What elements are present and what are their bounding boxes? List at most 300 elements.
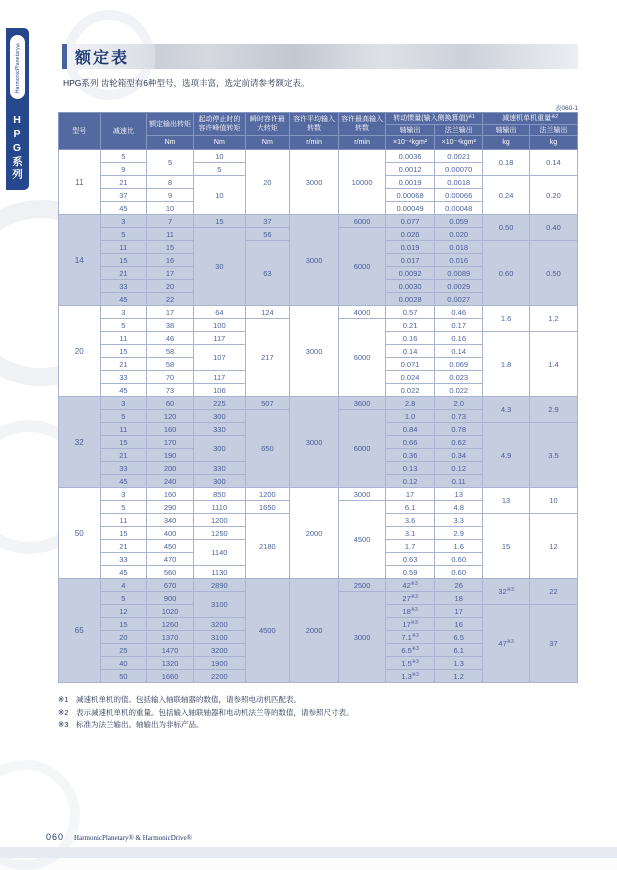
table-cell: 9 — [100, 163, 147, 176]
table-cell: 0.0029 — [435, 280, 483, 293]
table-cell: 38 — [147, 319, 194, 332]
brand-pill — [10, 35, 25, 99]
table-cell: 3600 — [339, 397, 386, 410]
table-cell: 0.50 — [483, 215, 530, 241]
table-cell: 15 — [483, 514, 530, 579]
table-cell: 0.18 — [483, 150, 530, 176]
table-row — [59, 488, 578, 501]
table-cell: 22 — [529, 579, 577, 605]
table-cell: 5 — [100, 150, 147, 163]
table-cell: 6.5$^{※3}$ — [385, 644, 434, 657]
table-cell: 0.36 — [385, 449, 434, 462]
table-cell: 0.026 — [385, 228, 434, 241]
table-cell: 6.1 — [435, 644, 483, 657]
table-cell: 3000 — [289, 215, 338, 306]
table-cell: 1.7 — [385, 540, 434, 553]
table-cell: 2200 — [193, 670, 245, 683]
series-label: HPG系列 — [11, 113, 23, 181]
table-row — [59, 215, 578, 228]
table-cell: 3.1 — [385, 527, 434, 540]
table-cell: 0.57 — [385, 306, 434, 319]
table-cell: 10000 — [339, 150, 386, 215]
footnote-mark: ※3 — [58, 720, 69, 730]
footnote-ref: ※3 — [410, 580, 418, 587]
subcol-weight-shaft: 轴输出 — [483, 125, 530, 136]
section-title — [62, 44, 155, 69]
unit-weight-shaft: kg — [483, 136, 530, 150]
table-cell: 17 — [385, 488, 434, 501]
table-cell: 0.16 — [385, 332, 434, 345]
table-cell: 3 — [100, 397, 147, 410]
table-cell: 0.0018 — [435, 176, 483, 189]
table-row — [59, 150, 578, 163]
footnote-text: 标准为法兰输出。轴输出为非标产品。 — [76, 720, 204, 730]
table-cell: 160 — [147, 423, 194, 436]
table-cell: 3 — [100, 215, 147, 228]
table-cell: 0.017 — [385, 254, 434, 267]
table-cell: 16 — [435, 618, 483, 631]
table-cell: 10 — [147, 202, 194, 215]
table-cell: 170 — [147, 436, 194, 449]
table-cell: 2.9 — [435, 527, 483, 540]
table-cell: 1140 — [193, 540, 245, 566]
table-cell: 17$^{※3}$ — [385, 618, 434, 631]
table-cell: 70 — [147, 371, 194, 384]
table-cell: 0.018 — [435, 241, 483, 254]
unit-avg-input: r/min — [289, 136, 338, 150]
table-cell: 0.019 — [385, 241, 434, 254]
table-cell: 0.024 — [385, 371, 434, 384]
table-cell: 1.6 — [483, 306, 530, 332]
footnote-ref: ※3 — [410, 606, 418, 613]
table-cell: 42$^{※3}$ — [385, 579, 434, 592]
table-cell: 73 — [147, 384, 194, 397]
table-cell: 0.62 — [435, 436, 483, 449]
table-cell: 4000 — [339, 306, 386, 319]
footnote-ref: ※3 — [506, 587, 514, 594]
table-cell: 560 — [147, 566, 194, 579]
table-cell: 6000 — [339, 319, 386, 397]
unit-inertia-shaft: ×10⁻⁴kgm² — [385, 136, 434, 150]
col-header-max-torque: 瞬时容许最大转矩 — [245, 113, 289, 136]
table-cell: 11 — [100, 423, 147, 436]
table-cell: 33 — [100, 371, 147, 384]
table-cell: 1.5$^{※3}$ — [385, 657, 434, 670]
table-cell: 6.5 — [435, 631, 483, 644]
model-cell: 14 — [59, 215, 101, 306]
table-cell: 1900 — [193, 657, 245, 670]
model-cell: 65 — [59, 579, 101, 683]
table-cell: 6.1 — [385, 501, 434, 514]
table-cell: 0.63 — [385, 553, 434, 566]
footer-brand: HarmonicPlanetary® & HarmonicDrive® — [74, 834, 192, 842]
table-row — [59, 579, 578, 592]
table-cell: 47$^{※3}$ — [483, 605, 530, 683]
table-cell: 100 — [193, 319, 245, 332]
table-cell: 0.60 — [435, 566, 483, 579]
table-cell: 16 — [147, 254, 194, 267]
subcol-inertia-shaft: 轴输出 — [385, 125, 434, 136]
table-cell: 3100 — [193, 631, 245, 644]
table-cell: 0.00049 — [385, 202, 434, 215]
table-cell: 450 — [147, 540, 194, 553]
table-cell: 11 — [147, 228, 194, 241]
table-cell: 0.16 — [435, 332, 483, 345]
footnote-ref: ※3 — [411, 632, 419, 639]
table-cell: 5 — [100, 501, 147, 514]
footnote-ref: ※2 — [551, 114, 559, 120]
table-cell: 60 — [147, 397, 194, 410]
table-cell: 3000 — [289, 397, 338, 488]
table-cell: 1.3$^{※3}$ — [385, 670, 434, 683]
page-number: 060 — [46, 832, 65, 842]
table-cell: 5 — [100, 319, 147, 332]
table-cell: 15 — [100, 618, 147, 631]
table-cell: 63 — [245, 241, 289, 306]
table-cell: 30 — [193, 228, 245, 306]
table-cell: 9 — [147, 189, 194, 202]
table-cell: 120 — [147, 410, 194, 423]
table-cell: 330 — [193, 462, 245, 475]
unit-peak-torque: Nm — [193, 136, 245, 150]
table-cell: 6000 — [339, 215, 386, 228]
series-side-tab — [6, 28, 29, 190]
table-cell: 6000 — [339, 410, 386, 488]
table-cell: 15 — [100, 254, 147, 267]
table-cell: 13 — [483, 488, 530, 514]
table-cell: 50 — [100, 670, 147, 683]
table-cell: 0.0019 — [385, 176, 434, 189]
table-cell: 470 — [147, 553, 194, 566]
table-cell: 850 — [193, 488, 245, 501]
page-footer — [0, 827, 218, 848]
table-cell: 0.40 — [529, 215, 577, 241]
table-cell: 0.00068 — [385, 189, 434, 202]
table-cell: 3 — [100, 488, 147, 501]
table-cell: 0.077 — [385, 215, 434, 228]
table-cell: 1320 — [147, 657, 194, 670]
table-cell: 0.14 — [385, 345, 434, 358]
rating-table — [58, 112, 578, 683]
footnote-ref: ※3 — [411, 645, 419, 652]
col-header-rated-torque: 额定输出转矩 — [147, 113, 194, 136]
table-cell: 225 — [193, 397, 245, 410]
table-cell: 45 — [100, 202, 147, 215]
unit-inertia-flange: ×10⁻⁴kgm² — [435, 136, 483, 150]
table-cell: 3100 — [193, 592, 245, 618]
table-row — [59, 397, 578, 410]
table-cell: 3000 — [289, 150, 338, 215]
table-cell: 1260 — [147, 618, 194, 631]
table-cell: 5 — [100, 592, 147, 605]
footnotes — [58, 695, 578, 733]
bottom-edge-strip — [0, 847, 617, 858]
table-cell: 0.11 — [435, 475, 483, 488]
table-cell: 58 — [147, 345, 194, 358]
table-cell: 1.0 — [385, 410, 434, 423]
table-cell: 2180 — [245, 514, 289, 579]
col-header-avg-input: 容许平均输入转数 — [289, 113, 338, 136]
model-cell: 32 — [59, 397, 101, 488]
table-cell: 3000 — [339, 488, 386, 501]
col-header-model: 型号 — [59, 113, 101, 150]
table-cell: 0.66 — [385, 436, 434, 449]
footnote-ref: ※3 — [411, 671, 419, 678]
table-cell: 0.0012 — [385, 163, 434, 176]
table-cell: 26 — [435, 579, 483, 592]
footnote-line — [58, 720, 578, 730]
table-cell: 0.00048 — [435, 202, 483, 215]
table-cell: 117 — [193, 371, 245, 384]
table-cell: 0.50 — [529, 241, 577, 306]
table-cell: 1200 — [193, 514, 245, 527]
table-cell: 0.071 — [385, 358, 434, 371]
table-cell: 2.8 — [385, 397, 434, 410]
table-cell: 0.0036 — [385, 150, 434, 163]
model-cell: 11 — [59, 150, 101, 215]
table-cell: 37 — [245, 215, 289, 228]
table-cell: 0.00066 — [435, 189, 483, 202]
table-number-label: 表060-1 — [554, 105, 578, 112]
table-row — [59, 306, 578, 319]
table-cell: 0.14 — [529, 150, 577, 176]
table-cell: 0.78 — [435, 423, 483, 436]
footnote-ref: ※3 — [410, 593, 418, 600]
table-cell: 0.059 — [435, 215, 483, 228]
table-cell: 11 — [100, 332, 147, 345]
table-cell: 300 — [193, 475, 245, 488]
table-cell: 33 — [100, 553, 147, 566]
table-cell: 0.0028 — [385, 293, 434, 306]
table-cell: 4.9 — [483, 423, 530, 488]
col-header-ratio: 减速比 — [100, 113, 147, 150]
col-header-inertia-group: 转动惯量(输入侧换算值)$^{※1}$ — [385, 113, 482, 125]
table-cell: 3.6 — [385, 514, 434, 527]
footnote-text: 减速机单机的值。包括输入轴联轴器的数值，请参照电动机匹配表。 — [76, 695, 301, 704]
table-cell: 45 — [100, 566, 147, 579]
table-cell: 400 — [147, 527, 194, 540]
table-cell: 0.0021 — [435, 150, 483, 163]
table-cell: 340 — [147, 514, 194, 527]
table-cell: 4500 — [245, 579, 289, 683]
table-cell: 17 — [147, 267, 194, 280]
table-cell: 240 — [147, 475, 194, 488]
table-cell: 27$^{※3}$ — [385, 592, 434, 605]
table-cell: 20 — [245, 150, 289, 215]
table-cell: 0.0089 — [435, 267, 483, 280]
table-cell: 4500 — [339, 501, 386, 579]
table-cell: 1130 — [193, 566, 245, 579]
footnote-line — [58, 708, 578, 718]
rating-table-body — [59, 150, 578, 683]
table-cell: 330 — [193, 423, 245, 436]
col-header-peak-torque: 起动停止时的容许峰值转矩 — [193, 113, 245, 136]
table-cell: 3.3 — [435, 514, 483, 527]
unit-max-torque: Nm — [245, 136, 289, 150]
table-cell: 20 — [147, 280, 194, 293]
table-cell: 45 — [100, 293, 147, 306]
table-cell: 3200 — [193, 644, 245, 657]
table-cell: 18 — [435, 592, 483, 605]
table-cell: 11 — [100, 514, 147, 527]
table-cell: 3000 — [339, 592, 386, 683]
table-cell: 0.60 — [483, 241, 530, 306]
model-cell: 50 — [59, 488, 101, 579]
table-cell: 3200 — [193, 618, 245, 631]
table-cell: 1020 — [147, 605, 194, 618]
table-cell: 190 — [147, 449, 194, 462]
table-cell: 4 — [100, 579, 147, 592]
table-cell: 7.1$^{※3}$ — [385, 631, 434, 644]
page-title: 额定表 — [75, 50, 130, 67]
table-cell: 33 — [100, 280, 147, 293]
table-cell: 1370 — [147, 631, 194, 644]
table-cell: 0.016 — [435, 254, 483, 267]
table-cell: 0.0092 — [385, 267, 434, 280]
table-cell: 0.0027 — [435, 293, 483, 306]
table-cell: 0.022 — [435, 384, 483, 397]
table-cell: 0.00070 — [435, 163, 483, 176]
table-cell: 200 — [147, 462, 194, 475]
table-cell: 1.3 — [435, 657, 483, 670]
col-header-weight-group: 减速机单机重量$^{※2}$ — [483, 113, 578, 125]
table-cell: 0.020 — [435, 228, 483, 241]
table-cell: 32$^{※3}$ — [483, 579, 530, 605]
unit-weight-flange: kg — [529, 136, 577, 150]
table-cell: 300 — [193, 436, 245, 462]
table-cell: 0.24 — [483, 176, 530, 215]
table-cell: 18$^{※3}$ — [385, 605, 434, 618]
table-cell: 1.4 — [529, 332, 577, 397]
footnote-text: 表示减速机单机的重量。包括输入轴联轴器和电动机法兰等的数值，请参照尺寸表。 — [76, 707, 354, 717]
footnote-ref: ※3 — [411, 658, 419, 665]
table-cell: 8 — [147, 176, 194, 189]
table-cell: 0.84 — [385, 423, 434, 436]
table-cell: 0.023 — [435, 371, 483, 384]
footnote-mark: ※1 — [58, 695, 69, 704]
table-cell: 45 — [100, 475, 147, 488]
table-cell: 0.069 — [435, 358, 483, 371]
table-cell: 10 — [193, 150, 245, 163]
table-cell: 13 — [435, 488, 483, 501]
table-cell: 46 — [147, 332, 194, 345]
table-cell: 6000 — [339, 228, 386, 306]
table-cell: 15 — [193, 215, 245, 228]
table-cell: 0.0030 — [385, 280, 434, 293]
table-cell: 2.0 — [435, 397, 483, 410]
table-cell: 5 — [100, 410, 147, 423]
table-header-row — [59, 113, 578, 125]
table-cell: 11 — [100, 241, 147, 254]
table-cell: 1650 — [245, 501, 289, 514]
table-cell: 650 — [245, 410, 289, 488]
table-cell: 4.3 — [483, 397, 530, 423]
footnote-ref: ※3 — [410, 619, 418, 626]
table-cell: 12 — [529, 514, 577, 579]
table-cell: 0.022 — [385, 384, 434, 397]
table-cell: 5 — [100, 228, 147, 241]
table-cell: 7 — [147, 215, 194, 228]
table-cell: 217 — [245, 319, 289, 397]
table-cell: 25 — [100, 644, 147, 657]
unit-max-input: r/min — [339, 136, 386, 150]
table-cell: 2000 — [289, 488, 338, 579]
table-cell: 670 — [147, 579, 194, 592]
table-cell: 0.73 — [435, 410, 483, 423]
table-cell: 3000 — [289, 306, 338, 397]
table-cell: 21 — [100, 176, 147, 189]
table-cell: 37 — [100, 189, 147, 202]
table-cell: 5 — [147, 150, 194, 176]
table-cell: 1470 — [147, 644, 194, 657]
table-cell: 0.60 — [435, 553, 483, 566]
table-cell: 160 — [147, 488, 194, 501]
table-cell: 64 — [193, 306, 245, 319]
table-cell: 21 — [100, 267, 147, 280]
table-cell: 0.12 — [435, 462, 483, 475]
table-cell: 0.13 — [385, 462, 434, 475]
table-cell: 1200 — [245, 488, 289, 501]
table-cell: 22 — [147, 293, 194, 306]
table-cell: 2500 — [339, 579, 386, 592]
table-cell: 900 — [147, 592, 194, 605]
page-subtitle: HPG系列 齿轮箱型有6种型号，选项丰富，选定前请参考额定表。 — [63, 78, 310, 88]
table-cell: 10 — [529, 488, 577, 514]
table-cell: 2000 — [289, 579, 338, 683]
table-cell: 290 — [147, 501, 194, 514]
table-cell: 0.21 — [385, 319, 434, 332]
table-cell: 15 — [100, 345, 147, 358]
table-cell: 5 — [193, 163, 245, 176]
table-cell: 15 — [100, 527, 147, 540]
subcol-weight-flange: 法兰输出 — [529, 125, 577, 136]
footnote-line — [58, 695, 578, 705]
table-cell: 12 — [100, 605, 147, 618]
unit-rated-torque: Nm — [147, 136, 194, 150]
table-cell: 3 — [100, 306, 147, 319]
table-cell: 107 — [193, 345, 245, 371]
table-cell: 300 — [193, 410, 245, 423]
table-cell: 3.5 — [529, 423, 577, 488]
table-cell: 106 — [193, 384, 245, 397]
table-cell: 1110 — [193, 501, 245, 514]
table-cell: 1.8 — [483, 332, 530, 397]
table-cell: 15 — [147, 241, 194, 254]
brand-pill-label: HarmonicPlanetary® — [14, 40, 21, 94]
table-cell: 21 — [100, 358, 147, 371]
table-cell: 0.46 — [435, 306, 483, 319]
table-cell: 2890 — [193, 579, 245, 592]
subcol-inertia-flange: 法兰输出 — [435, 125, 483, 136]
table-cell: 2.9 — [529, 397, 577, 423]
table-cell: 0.34 — [435, 449, 483, 462]
table-cell: 4.8 — [435, 501, 483, 514]
table-cell: 0.59 — [385, 566, 434, 579]
col-header-max-input: 容许最高输入转数 — [339, 113, 386, 136]
table-cell: 0.20 — [529, 176, 577, 215]
table-cell: 15 — [100, 436, 147, 449]
table-cell: 56 — [245, 228, 289, 241]
table-cell: 1.6 — [435, 540, 483, 553]
table-cell: 21 — [100, 540, 147, 553]
table-cell: 1250 — [193, 527, 245, 540]
table-cell: 17 — [435, 605, 483, 618]
table-cell: 1.2 — [529, 306, 577, 332]
table-cell: 0.17 — [435, 319, 483, 332]
table-cell: 40 — [100, 657, 147, 670]
model-cell: 20 — [59, 306, 101, 397]
table-cell: 1660 — [147, 670, 194, 683]
